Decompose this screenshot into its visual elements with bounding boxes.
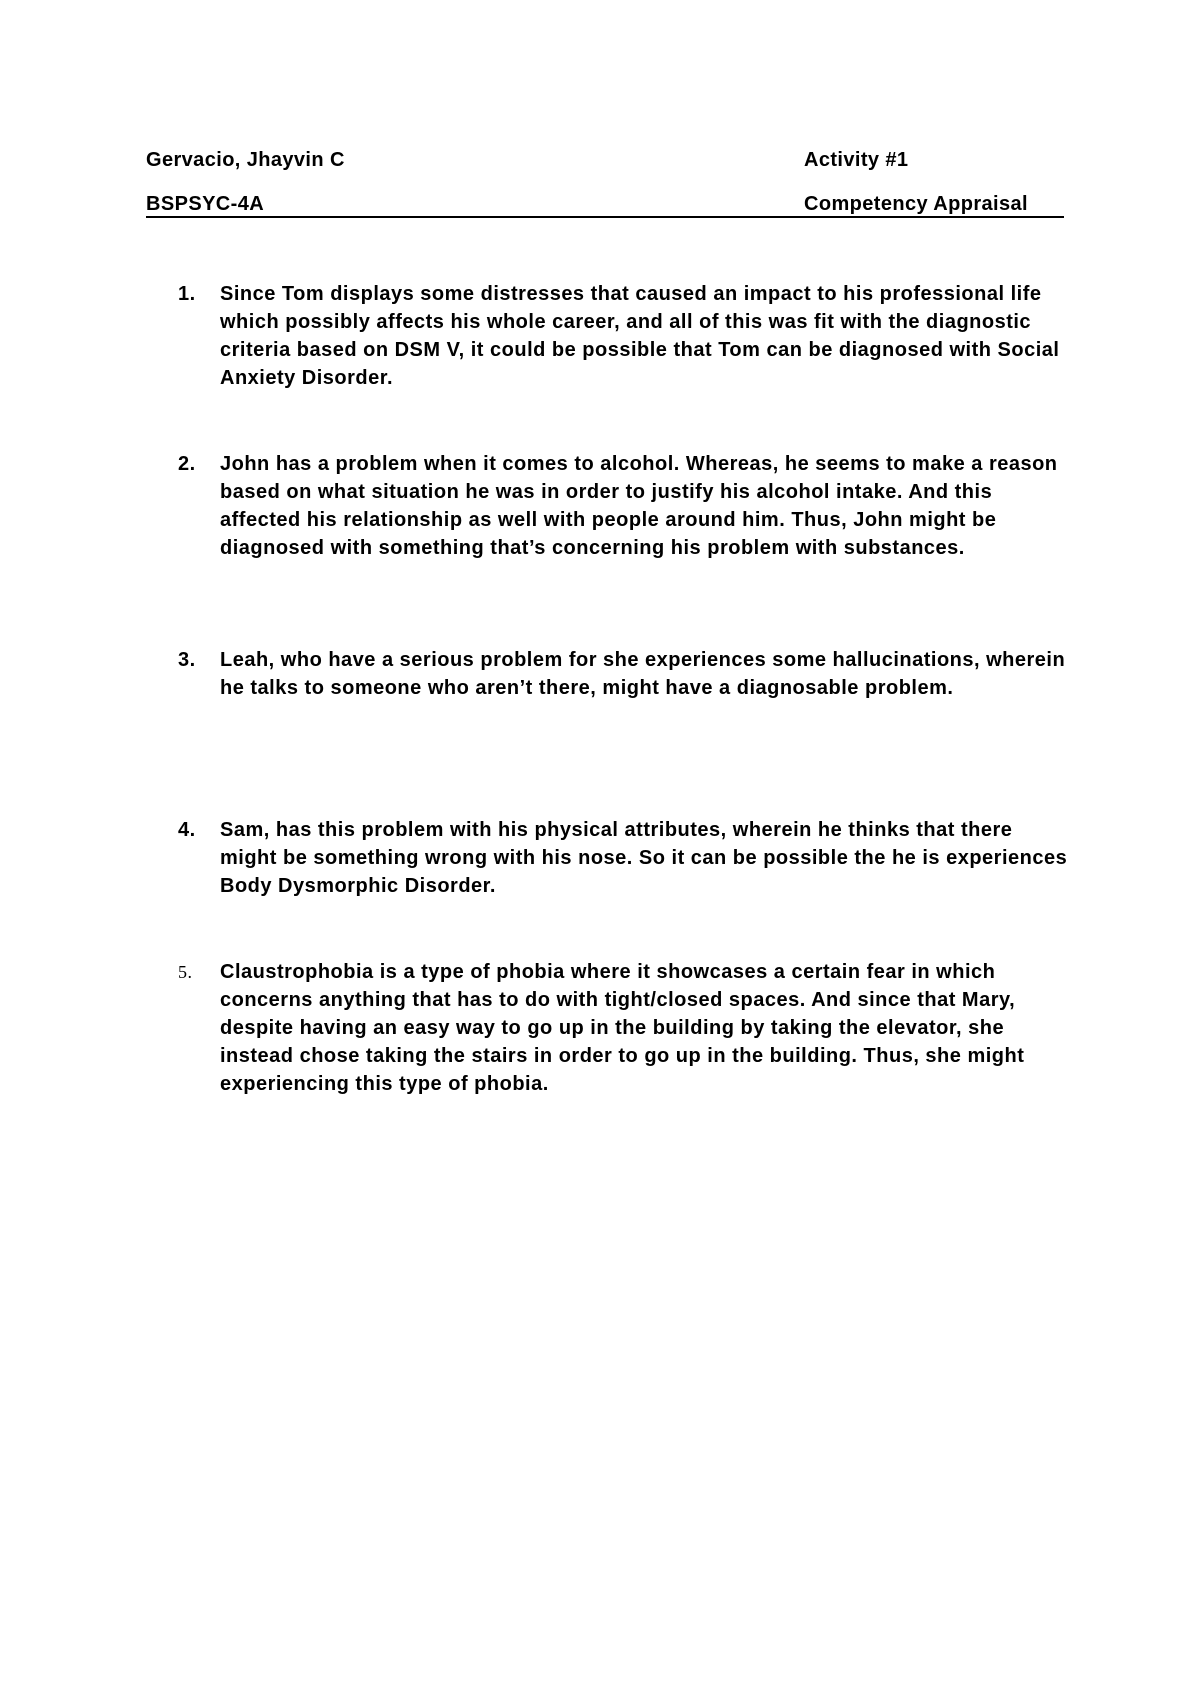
activity-title: Competency Appraisal — [804, 193, 1028, 215]
answer-number: 3. — [178, 649, 196, 671]
answer-number: 5. — [178, 962, 193, 982]
answer-number: 2. — [178, 453, 196, 475]
student-section: BSPSYC-4A — [146, 193, 265, 215]
answer-text: John has a problem when it comes to alcohol. Whereas, he seems to make a reason based on what situation he was in order to justify his alcohol intake. And this affected his relationship as well with people around him. Thus, John might be diagnosed with something that’s concerning his problem with substances. — [220, 453, 1058, 559]
answer-text: Claustrophobia is a type of phobia where it showcases a certain fear in which concerns anything that has to do with tight/closed spaces. And since that Mary, despite having an easy way to go up in the building by taking the elevator, she instead chose taking the stairs in order to go up in the building. Thus, she might experiencing this type of phobia. — [220, 961, 1025, 1095]
activity-label: Activity #1 — [804, 149, 909, 171]
header-row-1 — [146, 142, 1064, 186]
header-divider — [146, 216, 1064, 218]
answer-number: 4. — [178, 819, 196, 841]
header-row-2 — [146, 186, 1064, 230]
answer-text: Leah, who have a serious problem for she experiences some hallucinations, wherein he talks to someone who aren’t there, might have a diagnosable problem. — [220, 649, 1066, 699]
answer-number: 1. — [178, 283, 196, 305]
answer-text: Sam, has this problem with his physical attributes, wherein he thinks that there might be something wrong with his nose. So it can be possible the he is experiences Body Dysmorphic Disorder. — [220, 819, 1068, 897]
student-name: Gervacio, Jhayvin C — [146, 149, 345, 171]
answer-text: Since Tom displays some distresses that caused an impact to his professional life which possibly affects his whole career, and all of this was fit with the diagnostic criteria based on DSM V, it could be possible that Tom can be diagnosed with Social Anxiety Disorder. — [220, 283, 1060, 389]
document-header — [146, 142, 1064, 230]
